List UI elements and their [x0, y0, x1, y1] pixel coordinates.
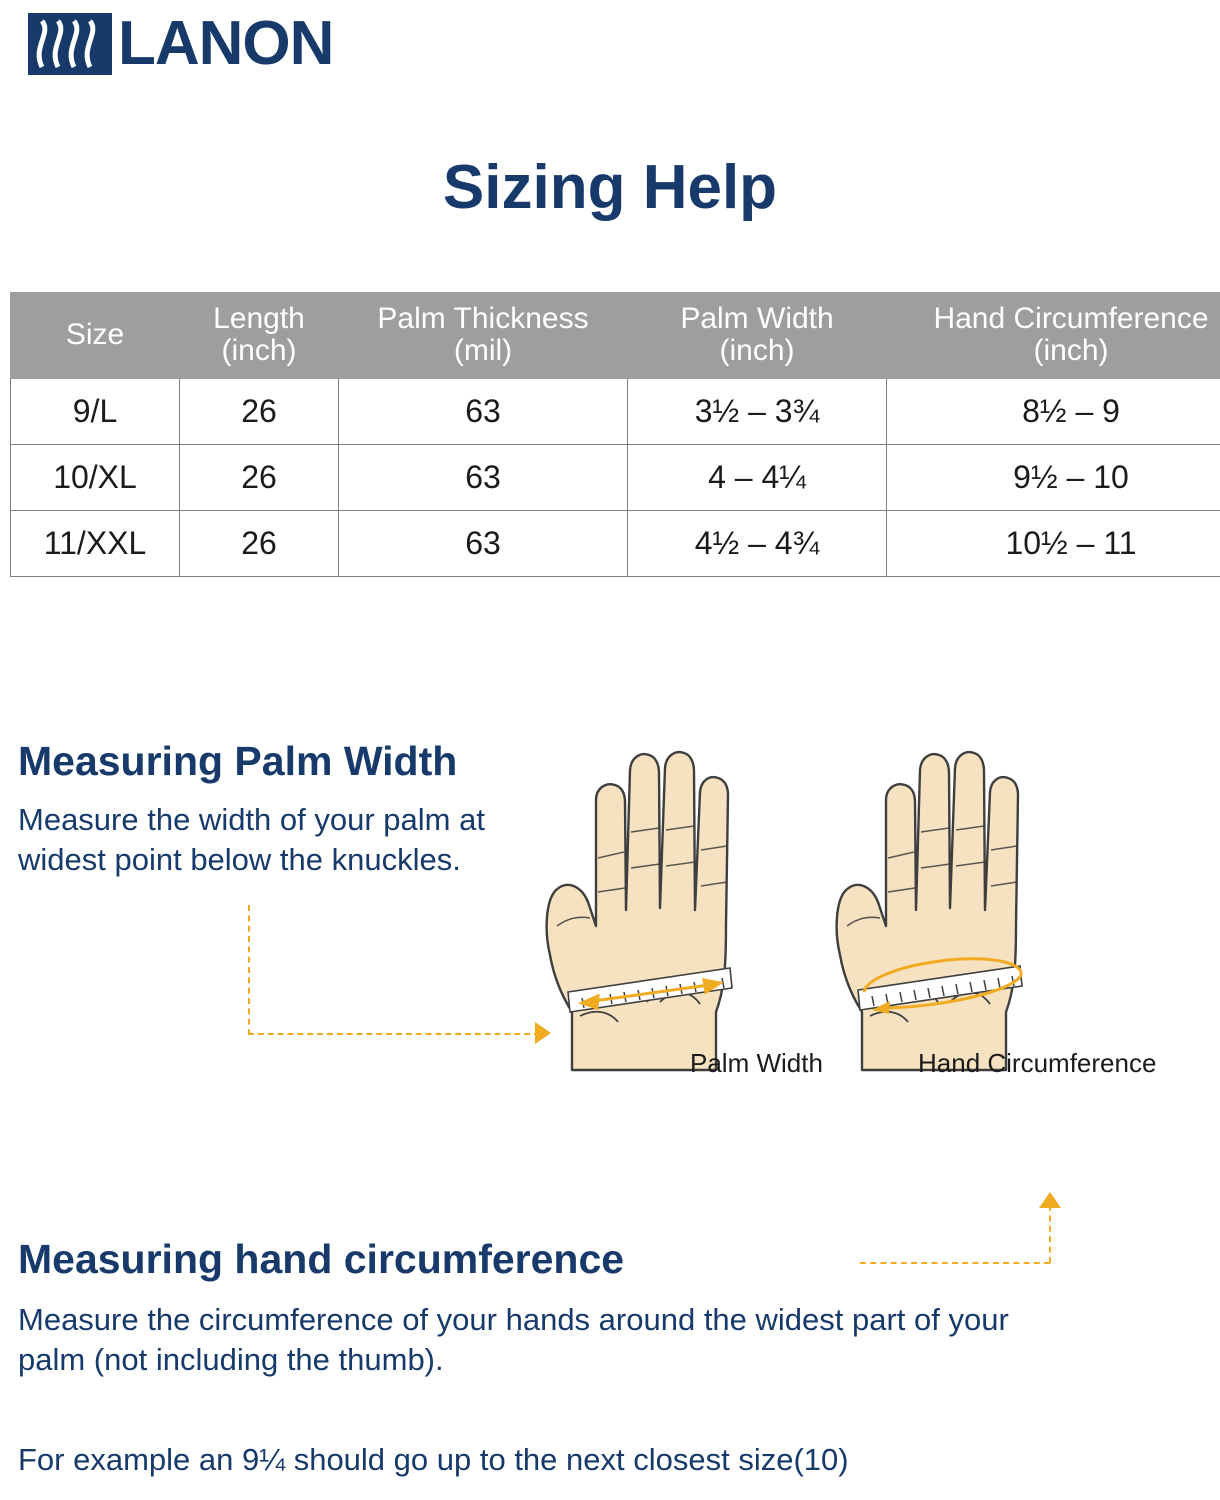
table-row	[11, 444, 1220, 510]
column-header-palm-width: Palm Width (inch)	[628, 293, 887, 379]
cell-hand-circumference: 9½ – 10	[887, 444, 1220, 510]
example-note: For example an 9¼ should go up to the next closest size(10)	[18, 1442, 849, 1477]
cell-hand-circumference: 10½ – 11	[887, 510, 1220, 576]
column-header-size: Size	[11, 293, 180, 379]
column-header-hand-circumference: Hand Circumference (inch)	[887, 293, 1220, 379]
column-header-length: Length (inch)	[180, 293, 339, 379]
cell-palm-thickness: 63	[339, 378, 628, 444]
callout-line-hand-circumference	[860, 1262, 1050, 1264]
cell-palm-thickness: 63	[339, 510, 628, 576]
cell-palm-thickness: 63	[339, 444, 628, 510]
cell-palm-width: 3½ – 3¾	[628, 378, 887, 444]
callout-line-palm-width	[248, 905, 250, 1035]
callout-line-palm-width-horizontal	[248, 1033, 540, 1035]
sizing-table	[10, 292, 1220, 577]
cell-palm-width: 4½ – 4¾	[628, 510, 887, 576]
illustration-label-palm-width: Palm Width	[690, 1048, 823, 1078]
section-heading-hand-circumference: Measuring hand circumference	[18, 1236, 625, 1282]
cell-palm-width: 4 – 4¼	[628, 444, 887, 510]
cell-hand-circumference: 8½ – 9	[887, 378, 1220, 444]
column-header-palm-thickness: Palm Thickness (mil)	[339, 293, 628, 379]
cell-length: 26	[180, 510, 339, 576]
cell-size: 11/XXL	[11, 510, 180, 576]
brand-logo	[28, 8, 333, 80]
brand-name: LANON	[118, 9, 334, 78]
illustration-label-hand-circumference: Hand Circumference	[918, 1048, 1157, 1078]
cell-size: 10/XL	[11, 444, 180, 510]
cell-size: 9/L	[11, 378, 180, 444]
table-row	[11, 378, 1220, 444]
section-body-hand-circumference: Measure the circumference of your hands around the widest part of your palm (not including the thumb).	[18, 1302, 1009, 1377]
wave-mark-icon	[28, 13, 112, 75]
section-heading-palm-width: Measuring Palm Width	[18, 738, 458, 784]
table-row	[11, 510, 1220, 576]
cell-length: 26	[180, 378, 339, 444]
hand-illustrations	[500, 740, 1210, 1220]
cell-length: 26	[180, 444, 339, 510]
table-header-row	[11, 293, 1220, 379]
page-title: Sizing Help	[442, 153, 778, 222]
section-body-palm-width: Measure the width of your palm at widest point below the knuckles.	[18, 802, 485, 877]
